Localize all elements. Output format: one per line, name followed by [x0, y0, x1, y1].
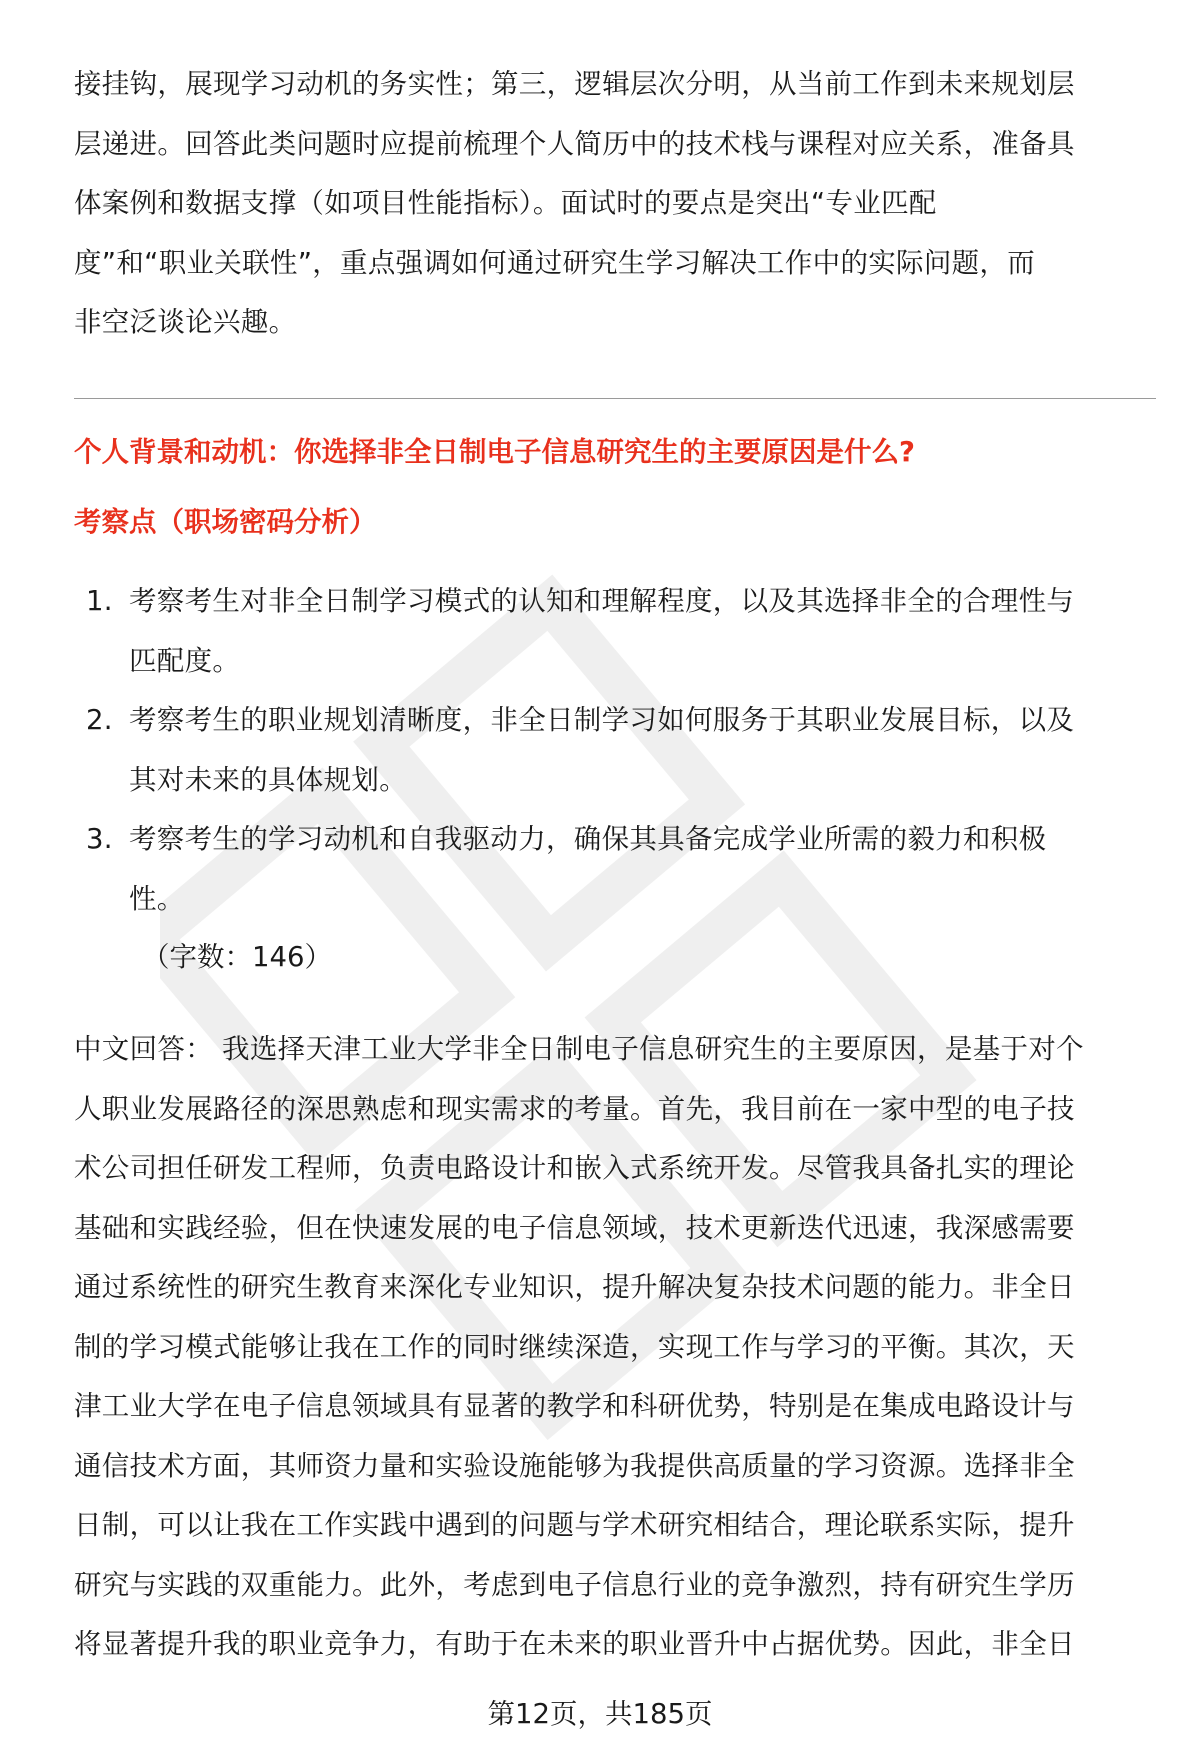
page-footer: 第12页，共185页: [487, 1698, 713, 1730]
intro-line: 层递进。回答此类问题时应提前梳理个人简历中的技术栈与课程对应关系，准备具: [74, 127, 1075, 160]
answer-line: 人职业发展路径的深思熟虑和现实需求的考量。首先，我目前在一家中型的电子技: [74, 1092, 1075, 1125]
answer-line: 通信技术方面，其师资力量和实验设施能够为我提供高质量的学习资源。选择非全: [74, 1449, 1075, 1482]
list-item: [74, 810, 1154, 929]
answer-line: 中文回答： 我选择天津工业大学非全日制电子信息研究生的主要原因，是基于对个: [74, 1033, 1084, 1065]
analysis-heading: 考察点（职场密码分析）: [74, 506, 377, 538]
list-number: 1.: [86, 585, 113, 617]
list-line: 考察考生的职业规划清晰度，非全日制学习如何服务于其职业发展目标，以及: [129, 704, 1075, 736]
question-heading: 个人背景和动机：你选择非全日制电子信息研究生的主要原因是什么?: [74, 436, 915, 468]
intro-line: 体案例和数据支撑（如项目性能指标）。面试时的要点是突出“专业匹配: [74, 187, 937, 219]
answer-line: 日制，可以让我在工作实践中遇到的问题与学术研究相结合，理论联系实际，提升: [74, 1509, 1075, 1541]
list-line: 考察考生的学习动机和自我驱动力，确保其具备完成学业所需的毅力和积极: [129, 823, 1047, 855]
intro-line: 度”和“职业关联性”，重点强调如何通过研究生学习解决工作中的实际问题，而: [74, 246, 1036, 279]
intro-line: 接挂钩，展现学习动机的务实性；第三，逻辑层次分明，从当前工作到未来规划层: [74, 68, 1075, 100]
list-item: [74, 572, 1154, 691]
analysis-list: [74, 572, 1154, 929]
intro-line: 非空泛谈论兴趣。: [74, 306, 297, 338]
section-divider: [74, 398, 1156, 399]
list-line: 考察考生对非全日制学习模式的认知和理解程度，以及其选择非全的合理性与: [129, 585, 1075, 617]
list-number: 3.: [86, 823, 113, 855]
list-item: [74, 691, 1154, 810]
answer-line: 术公司担任研发工程师，负责电路设计和嵌入式系统开发。尽管我具备扎实的理论: [74, 1152, 1075, 1184]
answer-line: 将显著提升我的职业竞争力，有助于在未来的职业晋升中占据优势。因此，非全日: [74, 1628, 1075, 1660]
list-line: 匹配度。: [129, 644, 241, 677]
word-count: （字数：146）: [142, 941, 332, 973]
answer-line: 基础和实践经验，但在快速发展的电子信息领域，技术更新迭代迅速，我深感需要: [74, 1211, 1075, 1244]
list-number: 2.: [86, 704, 113, 736]
answer-line: 通过系统性的研究生教育来深化专业知识，提升解决复杂技术问题的能力。非全日: [74, 1271, 1075, 1303]
answer-line: 研究与实践的双重能力。此外，考虑到电子信息行业的竞争激烈，持有研究生学历: [74, 1568, 1075, 1601]
intro-paragraph: [74, 55, 1154, 353]
answer-line: 制的学习模式能够让我在工作的同时继续深造，实现工作与学习的平衡。其次，天: [74, 1330, 1075, 1363]
answer-paragraph: [74, 1020, 1154, 1675]
answer-line: 津工业大学在电子信息领域具有显著的教学和科研优势，特别是在集成电路设计与: [74, 1390, 1075, 1422]
list-line: 其对未来的具体规划。: [129, 763, 407, 796]
list-line: 性。: [129, 882, 185, 915]
